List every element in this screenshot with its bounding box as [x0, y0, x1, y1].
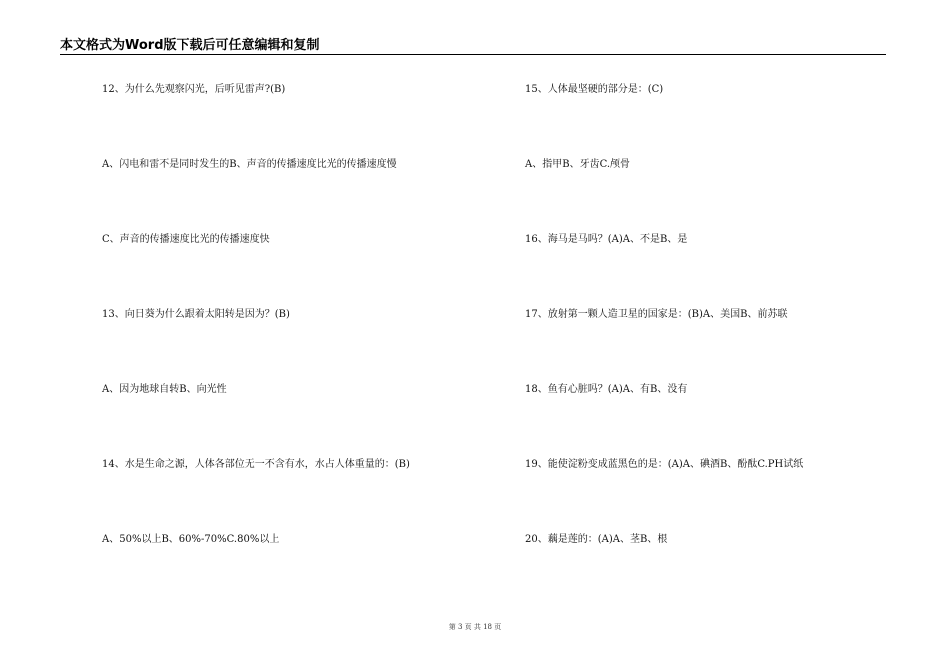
page-footer: 第 3 页 共 18 页	[448, 623, 502, 631]
question-line: A、闪电和雷不是同时发生的B、声音的传播速度比光的传播速度慢	[102, 159, 397, 170]
question-line: A、因为地球自转B、向光性	[102, 384, 227, 395]
question-line: 19、能使淀粉变成蓝黑色的是：(A)A、碘酒B、酚酞C.PH试纸	[525, 459, 804, 470]
question-line: 17、放射第一颗人造卫星的国家是：(B)A、美国B、前苏联	[525, 309, 788, 320]
question-line: A、50%以上B、60%-70%C.80%以上	[102, 534, 280, 545]
question-line: 20、藕是莲的：(A)A、茎B、根	[525, 534, 668, 545]
question-line: 14、水是生命之源，人体各部位无一不含有水，水占人体重量的：(B)	[102, 459, 410, 470]
question-line: A、指甲B、牙齿C.颅骨	[525, 159, 631, 170]
header-title: 本文格式为Word版下载后可任意编辑和复制	[60, 38, 320, 53]
page-header	[60, 34, 886, 55]
question-line: 16、海马是马吗？(A)A、不是B、是	[525, 234, 688, 245]
question-line: 12、为什么先观察闪光，后听见雷声?(B)	[102, 84, 286, 95]
question-line: 13、向日葵为什么跟着太阳转是因为？(B)	[102, 309, 290, 320]
question-line: C、声音的传播速度比光的传播速度快	[102, 234, 270, 245]
question-line: 15、人体最坚硬的部分是：(C)	[525, 84, 664, 95]
question-line: 18、鱼有心脏吗？(A)A、有B、没有	[525, 384, 688, 395]
